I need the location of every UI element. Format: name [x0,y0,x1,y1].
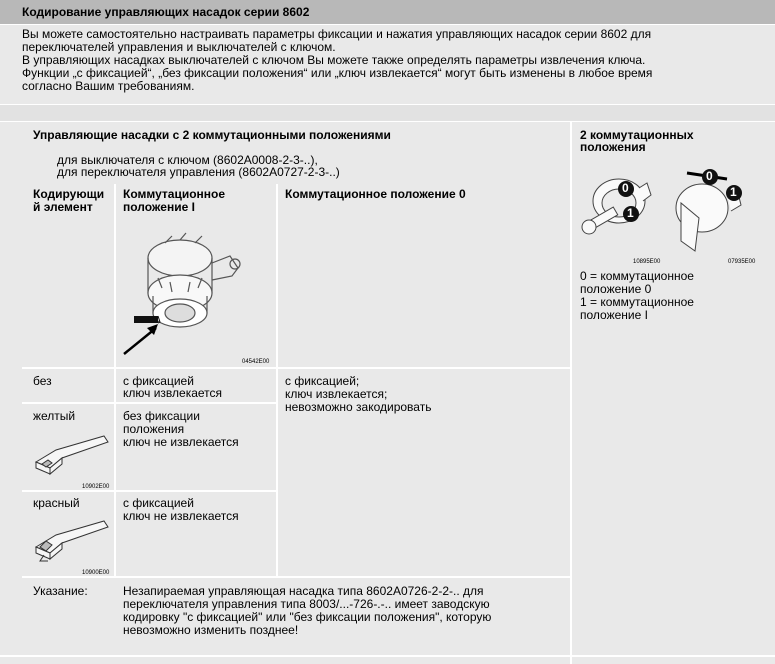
intro-line: В управляющих насадках выключателей с ключом Вы можете также определять параметры извлечения ключа. [22,53,646,67]
row-divider [22,402,276,404]
pos0-text: с фиксацией; [285,374,360,388]
note-text: переключателя управления типа 8003/...-726-.-.. имеет заводскую [123,597,490,611]
figure-code: 10900E00 [82,570,110,576]
pos1-text: с фиксацией [123,374,194,388]
figure-code: 04542E00 [242,359,270,365]
side-legend: 0 = коммутационное [580,269,694,283]
page-title: Кодирование управляющих насадок серии 8602 [22,5,310,19]
main-subtitle: для переключателя управления (8602A0727-2-3-..) [57,165,340,179]
side-heading: положения [580,140,646,154]
pos0-text: невозможно закодировать [285,400,432,414]
switch-positions-figure [577,163,773,263]
side-legend: 1 = коммутационное [580,295,694,309]
col-header-pos1: положение I [123,200,195,214]
side-legend: положение 0 [580,282,652,296]
yellow-coding-element-figure [30,432,110,482]
marker-1-label: 1 [730,185,737,199]
separator-band [0,104,775,122]
marker-0-label: 0 [706,169,713,183]
marker-0-label: 0 [622,181,629,195]
pos1-text: ключ не извлекается [123,509,239,523]
intro-text [22,28,762,93]
column-divider [276,184,278,576]
side-legend: положение I [580,308,648,322]
col-header-pos1: Коммутационное [123,187,226,201]
bottom-divider [0,655,775,657]
red-coding-element-figure [30,517,110,567]
note-text: Незапираемая управляющая насадка типа 8602A0726-2-2-.. для [123,584,484,598]
side-heading: 2 коммутационных [580,128,694,142]
intro-line: Вы можете самостоятельно настраивать параметры фиксации и нажатия управляющих насадок серии 8602 для [22,27,652,41]
col-header-element: Кодирующи [33,187,105,201]
column-divider [114,184,116,576]
pos1-text: ключ не извлекается [123,435,239,449]
element-label: желтый [33,409,76,423]
intro-line: согласно Вашим требованиям. [22,79,195,93]
figure-code: 10895E00 [633,259,661,265]
main-subtitle: для выключателя с ключом (8602A0008-2-3-..), [57,153,318,167]
element-label: красный [33,496,80,510]
main-heading: Управляющие насадки с 2 коммутационными положениями [33,128,391,142]
pos1-text: без фиксации [123,409,200,423]
element-label: без [33,374,52,388]
figure-code: 07935E00 [728,259,756,265]
figure-code: 10902E00 [82,484,110,490]
pos1-text: ключ извлекается [123,386,223,400]
col-header-element: й элемент [33,200,93,214]
pos1-text: положения [123,422,185,436]
note-label: Указание: [33,584,88,598]
note-text: кодировку "с фиксацией" или "без фиксации положения", которую [123,610,492,624]
pos1-text: с фиксацией [123,496,194,510]
intro-line: Функции „с фиксацией“, „без фиксации положения“ или „ключ извлекается“ могут быть изменены в любое время [22,66,653,80]
col-header-pos0: Коммутационное положение 0 [285,187,466,201]
intro-line: переключателей управления и выключателей с ключом. [22,40,336,54]
pos0-text: ключ извлекается; [285,387,388,401]
column-divider [570,121,572,664]
row-divider [22,490,276,492]
key-switch-figure [120,218,275,363]
marker-1-label: 1 [627,206,634,220]
title-bar [0,0,775,25]
note-text: невозможно изменить позднее! [123,623,299,637]
row-divider [22,367,570,369]
